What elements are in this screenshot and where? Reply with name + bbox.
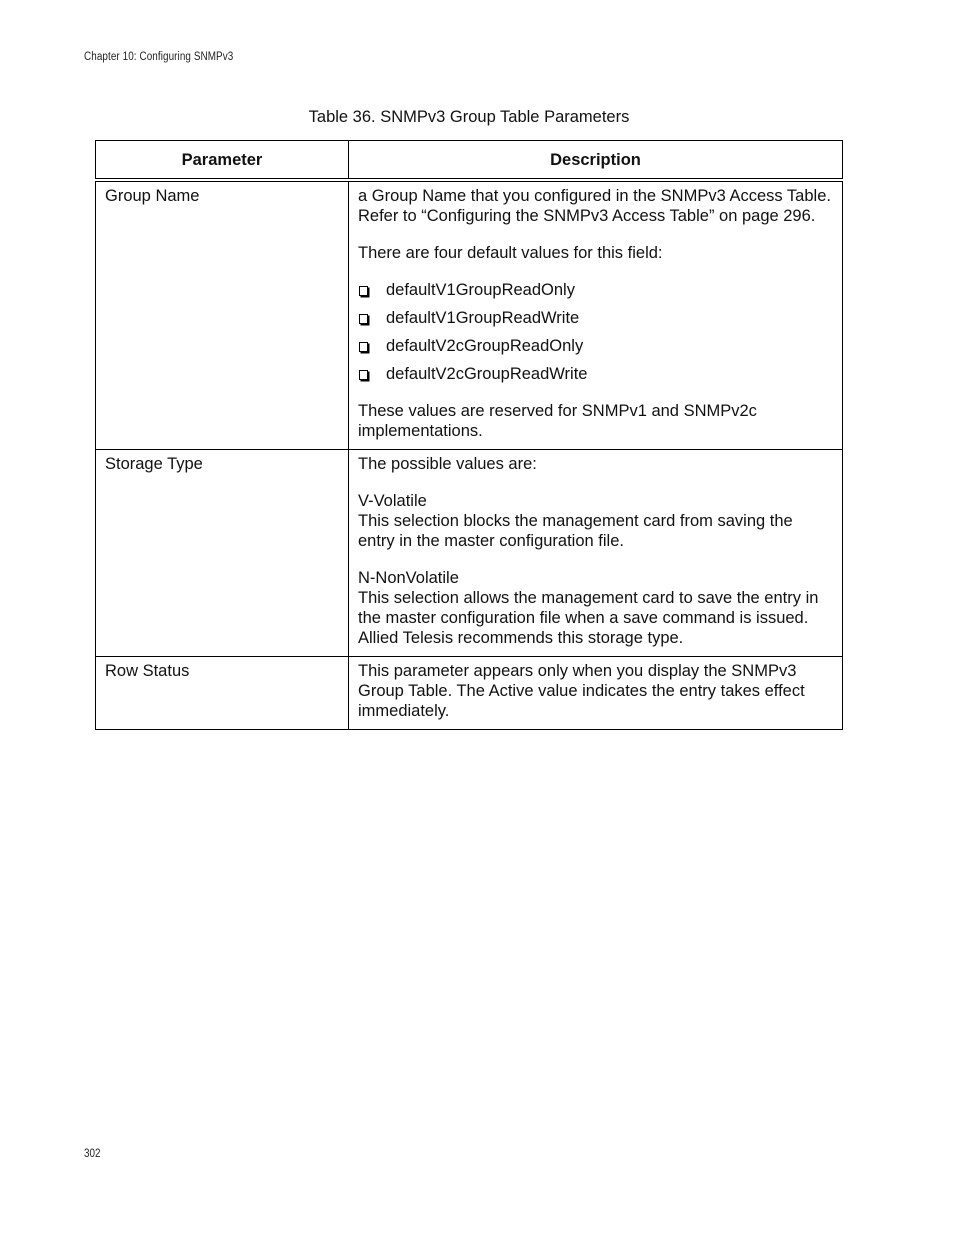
- list-item: [358, 364, 833, 384]
- list-item-label: defaultV2cGroupReadOnly: [386, 337, 584, 355]
- description-paragraph: These values are reserved for SNMPv1 and SNMPv2c implementations.: [358, 402, 757, 440]
- list-item-label: defaultV2cGroupReadWrite: [386, 365, 588, 383]
- storage-option-text: This selection allows the management card to save the entry in the master configuration file when a save command is issued. Allied Telesis recommends this storage type.: [358, 589, 819, 647]
- hollow-square-bullet-icon: [359, 286, 368, 296]
- hollow-square-bullet-icon: [359, 370, 368, 380]
- list-item-label: defaultV1GroupReadOnly: [386, 281, 575, 299]
- description-paragraph: There are four default values for this field:: [358, 244, 663, 262]
- column-header-parameter: Parameter: [96, 141, 349, 181]
- hollow-square-bullet-icon: [359, 342, 368, 352]
- table-header-row: [96, 141, 843, 181]
- description-cell: [349, 657, 843, 730]
- storage-option-name: V-Volatile: [358, 492, 427, 510]
- description-paragraph: The possible values are:: [358, 455, 537, 473]
- storage-option: [358, 491, 833, 551]
- storage-option: [358, 568, 833, 648]
- default-values-list: [358, 280, 833, 384]
- parameter-cell: Row Status: [96, 657, 349, 730]
- description-paragraph: This parameter appears only when you display the SNMPv3 Group Table. The Active value indicates the entry takes effect immediately.: [358, 662, 805, 720]
- table-row: [96, 450, 843, 657]
- list-item: [358, 336, 833, 356]
- table-caption: Table 36. SNMPv3 Group Table Parameters: [308, 108, 630, 126]
- list-item-label: defaultV1GroupReadWrite: [386, 309, 580, 327]
- hollow-square-bullet-icon: [359, 314, 368, 324]
- column-header-description: Description: [349, 141, 843, 181]
- table-row: [96, 180, 843, 450]
- list-item: [358, 280, 833, 300]
- storage-option-name: N-NonVolatile: [358, 569, 459, 587]
- description-cell: [349, 450, 843, 657]
- description-cell: [349, 180, 843, 450]
- table-row: [96, 657, 843, 730]
- list-item: [358, 308, 833, 328]
- running-head: Chapter 10: Configuring SNMPv3: [84, 51, 234, 63]
- description-paragraph: a Group Name that you configured in the SNMPv3 Access Table. Refer to “Configuring the SNMPv3 Access Table” on page 296.: [358, 187, 831, 225]
- page-number: 302: [84, 1148, 101, 1160]
- parameter-cell: Storage Type: [96, 450, 349, 657]
- storage-option-text: This selection blocks the management card from saving the entry in the master configuration file.: [358, 512, 793, 550]
- parameter-cell: Group Name: [96, 180, 349, 450]
- parameters-table: [95, 140, 843, 730]
